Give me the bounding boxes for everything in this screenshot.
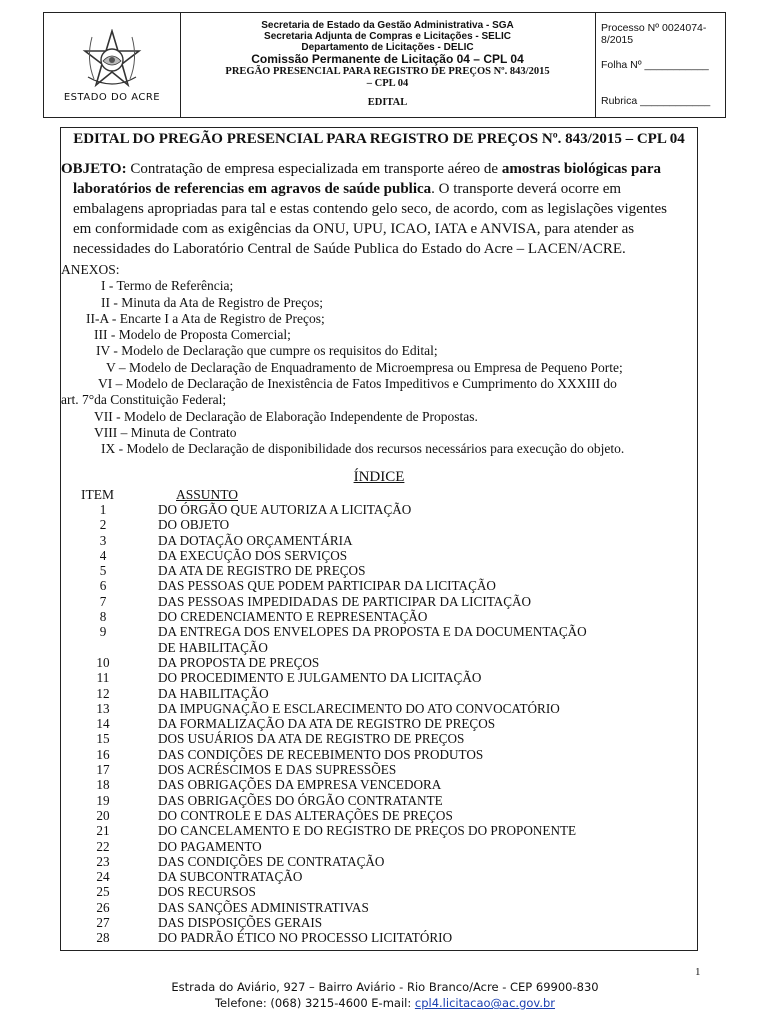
indice-row-subject: DA EXECUÇÃO DOS SERVIÇOS [158, 547, 348, 563]
indice-row-number: 25 [96, 884, 110, 900]
objeto-line-5: necessidades do Laboratório Central de Saúde Publica do Estado do Acre – LACEN/ACRE. [73, 241, 626, 257]
indice-row [61, 716, 697, 731]
anexo-item: VIII – Minuta de Contrato [94, 424, 237, 440]
header-line-delic: Departamento de Licitações - DELIC [301, 42, 474, 53]
indice-row-subject: DA SUBCONTRATAÇÃO [158, 869, 303, 885]
indice-row-number: 19 [96, 792, 110, 808]
objeto-section [61, 159, 697, 259]
indice-row-number: 22 [96, 838, 110, 854]
indice-row-subject: DO OBJETO [158, 517, 230, 533]
indice-row-subject: DOS RECURSOS [158, 884, 256, 900]
indice-row-number: 5 [99, 563, 107, 579]
indice-row-number: 10 [96, 654, 110, 670]
indice-row-subject: DOS USUÁRIOS DA ATA DE REGISTRO DE PREÇOS [158, 731, 465, 747]
objeto-text-1b: amostras biológicas para [501, 161, 661, 177]
objeto-line-1 [61, 159, 697, 179]
indice-row-number: 7 [99, 593, 107, 609]
state-coat-of-arms-icon [82, 29, 142, 91]
indice-row-subject: DO PADRÃO ÉTICO NO PROCESSO LICITATÓRIO [158, 930, 453, 946]
folha-field: Folha Nº ___________ [601, 59, 709, 71]
indice-row [61, 502, 697, 517]
indice-row-number: 28 [96, 930, 110, 946]
indice-row [61, 731, 697, 746]
indice-row-subject: DAS CONDIÇÕES DE RECEBIMENTO DOS PRODUTOS [158, 746, 484, 762]
indice-row [61, 594, 697, 609]
indice-row-subject: DA PROPOSTA DE PREÇOS [158, 654, 320, 670]
header-process-cell [595, 13, 725, 117]
indice-row-continuation [61, 640, 697, 655]
header-pregao: PREGÃO PRESENCIAL PARA REGISTRO DE PREÇOS Nº. 843/2015 [225, 66, 550, 77]
footer-email-link[interactable]: cpl4.licitacao@ac.gov.br [414, 996, 556, 1010]
anexo-item: art. 7°da Constituição Federal; [61, 392, 227, 408]
indice-row-number: 8 [99, 609, 107, 625]
indice-row-number: 18 [96, 777, 110, 793]
anexo-item: I - Termo de Referência; [101, 278, 234, 294]
indice-row-subject: DOS ACRÉSCIMOS E DAS SUPRESSÕES [158, 762, 397, 778]
indice-row-subject: DAS DISPOSIÇÕES GERAIS [158, 915, 323, 931]
anexo-item: IX - Modelo de Declaração de disponibilidade dos recursos necessários para execução do objeto. [101, 441, 625, 457]
indice-row [61, 854, 697, 869]
indice-row-subject: DAS OBRIGAÇÕES DO ÓRGÃO CONTRATANTE [158, 792, 443, 808]
indice-row [61, 533, 697, 548]
indice-row-number: 16 [96, 746, 110, 762]
indice-row-number: 27 [96, 915, 110, 931]
objeto-text-1a: Contratação de empresa especializada em transporte aéreo de [130, 161, 499, 177]
indice-row-subject: DA IMPUGNAÇÃO E ESCLARECIMENTO DO ATO CONVOCATÓRIO [158, 700, 560, 716]
indice-row [61, 777, 697, 792]
objeto-text-2a: laboratórios de referencias em agravos de saúde publica [73, 181, 432, 197]
anexo-item: VI – Modelo de Declaração de Inexistência de Fatos Impeditivos e Cumprimento do XXXIII do [98, 376, 617, 392]
indice-row-subject: DO PAGAMENTO [158, 838, 262, 854]
header-line-selic: Secretaria Adjunta de Compras e Licitações - SELIC [264, 31, 511, 42]
indice-row [61, 517, 697, 532]
anexo-item: II - Minuta da Ata de Registro de Preços; [101, 294, 323, 310]
indice-row-subject: DA HABILITAÇÃO [158, 685, 269, 701]
objeto-line-3: embalagens apropriadas para tal e estas contendo gelo seco, de acordo, com as legislações vigentes [73, 201, 667, 217]
indice-row-number: 24 [96, 869, 110, 885]
footer-contact [0, 996, 770, 1010]
indice-row [61, 747, 697, 762]
indice-row [61, 563, 697, 578]
objeto-line-4: em conformidade com as exigências da ONU, UPU, ICAO, IATA e ANVISA, para atender as [73, 221, 635, 237]
indice-row-number: 6 [99, 578, 107, 594]
header-comissao: Comissão Permanente de Licitação 04 – CPL 04 [251, 52, 524, 66]
indice-row-number: 3 [99, 532, 107, 548]
document-title: EDITAL DO PREGÃO PRESENCIAL PARA REGISTRO DE PREÇOS Nº. 843/2015 – CPL 04 [73, 131, 685, 147]
indice-row-number: 12 [96, 685, 110, 701]
indice-row-subject: DO PROCEDIMENTO E JULGAMENTO DA LICITAÇÃO [158, 670, 482, 686]
document-body [60, 127, 698, 951]
indice-row-subject: DA ATA DE REGISTRO DE PREÇOS [158, 563, 366, 579]
indice-col-assunto: ASSUNTO [176, 487, 239, 502]
indice-row-number: 14 [96, 716, 110, 732]
indice-row [61, 609, 697, 624]
anexo-item: IV - Modelo de Declaração que cumpre os requisitos do Edital; [96, 343, 438, 359]
header-edital: EDITAL [367, 97, 408, 108]
header-logo-cell [44, 13, 181, 117]
anexo-item: VII - Modelo de Declaração de Elaboração Independente de Propostas. [94, 408, 478, 424]
header-line-sga: Secretaria de Estado da Gestão Administrativa - SGA [261, 20, 514, 31]
estado-label: ESTADO DO ACRE [63, 92, 161, 103]
indice-row-number: 23 [96, 853, 110, 869]
footer-address: Estrada do Aviário, 927 – Bairro Aviário - Rio Branco/Acre - CEP 69900-830 [171, 980, 599, 994]
indice-row-subject: DA ENTREGA DOS ENVELOPES DA PROPOSTA E DA DOCUMENTAÇÃO [158, 624, 587, 640]
indice-row-number: 1 [99, 502, 107, 517]
indice-row-number: 4 [99, 547, 107, 563]
indice-row-number: 21 [96, 823, 110, 839]
indice-row-subject-cont: DE HABILITAÇÃO [158, 639, 268, 655]
indice-row-subject: DA DOTAÇÃO ORÇAMENTÁRIA [158, 532, 353, 548]
indice-row [61, 839, 697, 854]
indice-row-number: 17 [96, 762, 110, 778]
indice-row-subject: DAS CONDIÇÕES DE CONTRATAÇÃO [158, 853, 385, 869]
processo-number: Processo Nº 0024074-8/2015 [601, 22, 707, 46]
indice-row [61, 578, 697, 593]
indice-col-item: ITEM [81, 487, 114, 502]
header-title-cell [180, 13, 596, 117]
indice-row-subject: DA FORMALIZAÇÃO DA ATA DE REGISTRO DE PREÇOS [158, 716, 496, 732]
objeto-text-2b: . O transporte deverá ocorre em [431, 181, 622, 197]
indice-row-number: 11 [96, 670, 110, 686]
rubrica-field: Rubrica ____________ [601, 95, 711, 107]
header-pregao-cpl: – CPL 04 [366, 78, 409, 89]
indice-row-number: 2 [99, 517, 107, 533]
page-number: 1 [695, 966, 701, 978]
indice-row [61, 793, 697, 808]
anexo-item: V – Modelo de Declaração de Enquadramento de Microempresa ou Empresa de Pequeno Porte; [106, 359, 623, 375]
indice-row [61, 808, 697, 823]
indice-row-number: 15 [96, 731, 110, 747]
footer-phone: Telefone: (068) 3215-4600 E-mail: [214, 996, 412, 1010]
indice-row-subject: DO CANCELAMENTO E DO REGISTRO DE PREÇOS DO PROPONENTE [158, 823, 577, 839]
objeto-label: OBJETO: [61, 161, 127, 177]
indice-row [61, 701, 697, 716]
indice-row [61, 624, 697, 639]
anexos-label: ANEXOS: [61, 262, 120, 277]
indice-row-subject: DAS PESSOAS IMPEDIDADAS DE PARTICIPAR DA LICITAÇÃO [158, 593, 532, 609]
indice-row [61, 762, 697, 777]
indice-row [61, 915, 697, 930]
indice-row [61, 823, 697, 838]
indice-table [61, 502, 697, 946]
indice-row [61, 655, 697, 670]
indice-row [61, 686, 697, 701]
indice-row [61, 869, 697, 884]
indice-row [61, 930, 697, 945]
indice-row [61, 548, 697, 563]
indice-row-number: 9 [99, 624, 107, 640]
anexos-section [61, 262, 697, 458]
document-header [43, 12, 726, 118]
indice-row-subject: DO ÓRGÃO QUE AUTORIZA A LICITAÇÃO [158, 502, 412, 517]
indice-row [61, 900, 697, 915]
anexo-item: III - Modelo de Proposta Comercial; [94, 327, 291, 343]
indice-row-subject: DAS PESSOAS QUE PODEM PARTICIPAR DA LICITAÇÃO [158, 578, 496, 594]
indice-row-subject: DAS SANÇÕES ADMINISTRATIVAS [158, 899, 369, 915]
indice-row-subject: DAS OBRIGAÇÕES DA EMPRESA VENCEDORA [158, 777, 442, 793]
anexo-item: II-A - Encarte I a Ata de Registro de Preços; [86, 310, 325, 326]
indice-row-number: 13 [96, 700, 110, 716]
indice-row-number: 26 [96, 899, 110, 915]
indice-row-subject: DO CREDENCIAMENTO E REPRESENTAÇÃO [158, 609, 428, 625]
indice-row-number: 20 [96, 807, 110, 823]
indice-title: ÍNDICE [353, 469, 405, 485]
indice-row [61, 884, 697, 899]
indice-row-subject: DO CONTROLE E DAS ALTERAÇÕES DE PREÇOS [158, 807, 453, 823]
objeto-line-2 [61, 179, 697, 199]
indice-row [61, 670, 697, 685]
